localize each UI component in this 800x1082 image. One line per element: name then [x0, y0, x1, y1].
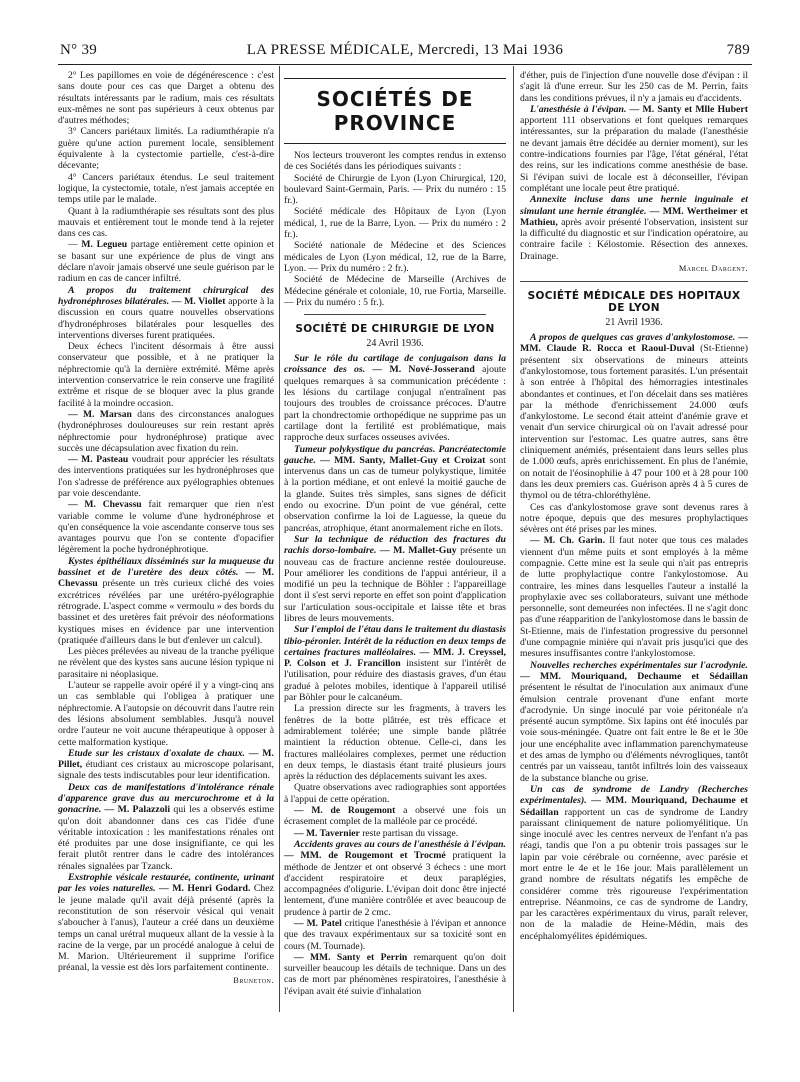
signature: Bruneton. [233, 975, 274, 985]
article-title: Etude sur les cristaux d'oxalate de chaux. — M. Pillet, étudiant ces cristaux au microscope polarisant, signale des tests indiscutables pour leur identification. [58, 747, 274, 782]
author-name: — M. Chevassu [68, 499, 142, 511]
article-title: Sur l'emploi de l'étau dans le traitement du diastasis tibio-péronier. Intérêt de la réduction en deux temps de certaines fractures malléolaires. — MM. J. Creyssel, P. Colson et J. Francillon insistent sur l'intérêt de l'utilisation, pour réduire des diastasis graves, d'un étau gradué à pelotes mobiles, identique à l'appareil utilisé par Böhler pour le calcanéum. [284, 624, 506, 704]
column-middle [284, 70, 506, 1080]
paragraph: Quatre observations avec radiographies sont apportées à l'appui de cette opération. [284, 782, 506, 805]
author-name: MM. Mouriquand, Dechaume et Sédaillan [540, 670, 748, 682]
paragraph: 2° Les papillomes en voie de dégénérescence : c'est sans doute pour ces cas que Darget a obtenu des résultats intéressants par le radium, mais ces résultats eux-mêmes ne sont pas supérieurs à ceux obtenus par d'autres méthodes; [58, 70, 274, 127]
reference-entry: Société de Médecine de Marseille (Archives de Médecine générale et coloniale, 10, rue Fortia, Marseille. — Prix du numéro : 5 fr.). [284, 274, 506, 308]
paragraph: — M. Chevassu fait remarquer que rien n'est variable comme le volume d'une hydronéphrose et qu'en conséquence la voie ascendante conserve tous ses avantages pourvu que l'on se contente d'opacifier légèrement la poche hydronéphrotique. [58, 499, 274, 556]
author-name: — M. Ch. Garin. [530, 535, 606, 547]
author-name: MM. Wertheimer et Mathieu, [520, 205, 748, 228]
article-title: Tumeur polykystique du pancréas. Pancréatectomie gauche. — MM. Santy, Mallet-Guy et Croizat sont intervenus dans un cas de tumeur polykystique, limitée à la portion médiane, et ont enlevé la moitié gauche de la glande. Suites très simples, sans signes de déficit endo ou exocrine. D'un point de vue général, cette observation confirme la loi de Laguesse, la queue du pancréas, atrophique, étant anormalement riche en îlots. [284, 443, 506, 534]
author-name: M. Pillet, [58, 747, 274, 771]
paragraph: — MM. Santy et Perrin remarquent qu'on doit surveiller beaucoup les détails de technique. Dans un des cas de mort par phénomènes respiratoires, l'anesthésie à l'évipan avait été suivie d'inhalation [284, 951, 506, 997]
author-name: M. Legueu [81, 239, 128, 251]
article-title: Annexite incluse dans une hernie inguinale et simulant une hernie étranglée. — MM. Wertheimer et Mathieu, après avoir présenté l'observation, insistent sur la difficulté du diagnostic et sur l'indication opératoire, au contraire facile : Kélostomie. Résection des annexes. Drainage. [520, 194, 748, 262]
article-title: Accidents graves au cours de l'anesthésie à l'évipan. — MM. de Rougemont et Trocmé pratiquent la méthode de Jentzer et ont observé 3 échecs : une mort d'accident respiratoire et deux paraplégies, accompagnées d'oligurie. L'évipan doit donc être injecté lentement, d'une manière contrôlée et avec beaucoup de prudence à partir de 2 cmc. [284, 838, 506, 918]
author-name: MM. Mouriquand, Dechaume et Sédaillan [520, 795, 748, 818]
issue-number: N° 39 [60, 42, 98, 58]
paragraph: d'éther, puis de l'injection d'une nouvelle dose d'évipan : il s'agit là d'une erreur. Sur les 250 cas de M. Perrin, faits dans les conditions prévues, il n'y a jamais eu d'accidents. [520, 70, 748, 104]
author-name: — M. Pasteau [68, 454, 129, 466]
paragraph: La pression directe sur les fragments, à travers les fenêtres de la botte plâtrée, est très efficace et admirablement tolérée; une simple bande plâtrée maintient la réduction obtenue. Celle-ci, dans les fractures malléolaires complexes, permet une réduction en deux temps, le diastasis étant traité plusieurs jours après la réduction des déplacements suivant les axes. [284, 703, 506, 783]
column-divider [279, 66, 280, 1012]
article-title: L'anesthésie à l'évipan. — M. Santy et Mlle Hubert apportent 111 observations et font quelques remarques intéressantes, sur la préparation du malade (l'anesthésie ne devant jamais être décidée au dernier moment), sur les contre-indications fournies par l'âge, l'état général, l'état des reins, sur les indications comme anesthésie de base. Si l'évipan suivi de locale est à déconseiller, l'évipan complétant une locale peut être pratiqué. [520, 103, 748, 194]
society-title: SOCIÉTÉ DE CHIRURGIE DE LYON [295, 323, 495, 336]
masthead [60, 40, 750, 62]
column-divider [513, 66, 514, 1012]
paragraph: — M. Patel critique l'anesthésie à l'évipan et annonce que des travaux expérimentaux sur sa toxicité sont en cours (M. Tournade). [284, 918, 506, 952]
reference-entry: Société nationale de Médecine et des Sciences médicales de Lyon (Lyon médical, 12, rue de la Barre, Lyon. — Prix du numéro : 2 fr.). [284, 240, 506, 274]
paragraph: Deux échecs l'incitent désormais à être aussi conservateur que possible, et à ne pratiquer la néphrectomie qu'à la dernière extrémité. Même après intervention conservatrice le rein conserve une fragilité extrême et risque de se bloquer avec la plus grande facilité à la moindre occasion. [58, 341, 274, 409]
main-section-title: SOCIÉTÉS DE PROVINCE [284, 78, 506, 144]
column-left [58, 70, 274, 1070]
paragraph: — M. Pasteau voudrait pour apprécier les résultats des interventions pratiquées sur les hydronéphroses que l'on s'adresse de préférence aux pyélographies obtenues par voie descendante. [58, 454, 274, 499]
author-name: — M. Marsan [68, 408, 132, 420]
article-title: Un cas de syndrome de Landry (Recherches expérimentales). — MM. Mouriquand, Dechaume et Sédaillan rapportent un cas de syndrome de Landry paraissant cliniquement de nature poliomyélitique. Un singe inoculé avec les centres nerveux de l'enfant n'a pas réagi, tandis que l'on a pu obtenir trois passages sur le lapin par voie cérébrale ou cornéenne, avec parésie et mort entre le 4e et le 16e jour. Mais parallèlement un grand nombre de résultats négatifs les empêche de considérer comme très rigoureuse l'expérimentation entreprise. Néanmoins, ce cas de syndrome de Landry, par les caractères expérimentaux du virus, paraît relever, non de la maladie de Heine-Médin, mais des encéphalomyélites épidémiques. [520, 783, 748, 942]
paragraph: — M. de Rougemont a observé une fois un écrasement complet de la malléole par ce procédé. [284, 805, 506, 828]
author-name: — M. de Rougemont [294, 805, 396, 817]
session-date: 21 Avril 1936. [605, 317, 663, 329]
author-name: M. Mallet-Guy [393, 545, 457, 557]
author-name: M. Nové-Josserand [389, 364, 475, 376]
article-title: Sur la technique de réduction des fractures du rachis dorso-lombaire. — M. Mallet-Guy présente un nouveau cas de fracture ancienne restée douloureuse. Pour améliorer les conditions de l'appui antérieur, il a modifié un peu la technique de Böhler : l'appareillage dont il s'est servi reporte en effet son point d'application sur l'articulation sous-occipitale et laisse tête et bras libres de leurs mouvements. [284, 533, 506, 624]
society-title: SOCIÉTÉ MÉDICALE DES HOPITAUX DE LYON [527, 290, 741, 315]
author-name: M. Palazzoli [117, 804, 171, 816]
author-name: — M. Patel [294, 918, 342, 929]
paragraph: L'auteur se rappelle avoir opéré il y a vingt-cinq ans un cas semblable qui l'obligea à pratiquer une néphrectomie. A l'autopsie on découvrit dans l'autre rein des lésions absolument semblables. Jusqu'à nouvel ordre l'auteur ne voit aucune thérapeutique à opposer à cette malformation kystique. [58, 680, 274, 748]
divider [304, 314, 486, 315]
author-name: — MM. Santy et Perrin [294, 951, 408, 963]
session-date: 24 Avril 1936. [366, 338, 424, 350]
reference-entry: Société de Chirurgie de Lyon (Lyon Chirurgical, 120, boulevard Saint-Germain, Paris. — Prix du numéro : 15 fr.). [284, 172, 506, 207]
paragraph: Quant à la radiumthérapie ses résultats sont des plus mauvais et entièrement tout le monde tend à la rejeter dans ces cas. [58, 205, 274, 240]
intro-note: Nos lecteurs trouveront les comptes rendus in extenso de ces Sociétés dans les périodiques suivants : [284, 150, 506, 173]
paragraph: — M. Marsan dans des circonstances analogues (hydronéphroses douloureuses sur rein restant après néphrectomie pour hydronéphrose) pratique avec succès une décapsulation avec fixation du rein. [58, 408, 274, 454]
article-title: Sur le rôle du cartilage de conjugaison dans la croissance des os. — M. Nové-Josserand ajoute quelques remarques à sa communication précédente : les lésions du cartilage conjugal n'entraînent pas toujours des troubles de croissance précoces. D'autre part la chondrectomie orthopédique ne supprime pas un cartilage dont la fertilité est problématique, mais rapproche deux surfaces osseuses avivées. [284, 353, 506, 444]
article-title: Nouvelles recherches expérimentales sur l'acrodynie. — MM. Mouriquand, Dechaume et Sédaillan présentent le résultat de l'inoculation aux animaux d'une émulsion centrale provenant d'une enfant morte d'acrodynie. Un singe inoculé par voie péritonéale n'a présenté aucun symptôme. Six lapins ont été inoculés par voie sous-méningée. Quatre ont fait entre le 8e et le 30e jour une encéphalite avec inflammation parenchymateuse et des amas de lympho ou d'éléments névrogliques, tantôt centrés par un vaisseau, tantôt infiltrés loin des vaisseaux de la substance blanche ou grise. [520, 659, 748, 784]
signature: Marcel Dargent. [678, 264, 748, 274]
article-title: A propos de quelques cas graves d'ankylostomose. — MM. Claude R. Rocca et Raoul-Duval (St-Etienne) présentent six observations de mineurs atteints d'ankylostomose, tous fortement parasités. L'un présentait à son entrée à l'hôpital des hémorragies intestinales abondantes et continues, et l'on décelait dans ses matières par la méthode d'enrichissement 24.000 œufs d'ankylostome. Le second était atteint d'anémie grave et venait d'un service chirurgical où on l'avait adressé pour intervention sur l'estomac. Les quatre autres, sans être cliniquement anémiés, présentaient dans leurs selles plus de 1.000 œufs, après enrichissement. En plus de l'anémie, on notait de l'éosinophilie à 47 pour 100 et à 28 pour 100 dans les deux premiers cas. Guérison après 4 à 5 cures de thymol ou de tétra-chloréthylène. [520, 332, 748, 502]
paragraph: — M. Tavernier reste partisan du vissage. [294, 827, 459, 839]
article-title: A propos du traitement chirurgical des hydronéphroses bilatérales. — M. Viollet apporte à la discussion en cours quatre nouvelles observations d'hydronéphroses bilatérales pour lesquelles des interventions diverses furent pratiquées. [58, 284, 274, 341]
paragraph: 3° Cancers pariétaux limités. La radiumthérapie n'a guère qu'une action purement locale, sensiblement équivalente à la cystectomie partielle, c'est-à-dire décevante; [58, 126, 274, 172]
paragraph: — M. Legueu partage entièrement cette opinion et se basant sur une expérience de plus de vingt ans déclare n'avoir jamais observé une seule guérison par le radium en cas de cancer infiltré. [58, 239, 274, 285]
author-name: M. Henri Godard. [172, 883, 251, 895]
author-name: M. Viollet [184, 295, 226, 307]
author-name: MM. Claude R. Rocca et Raoul-Duval [520, 343, 695, 355]
author-name: MM. J. Creyssel, P. Colson et J. Francillon [284, 646, 506, 670]
journal-title: LA PRESSE MÉDICALE, Mercredi, 13 Mai 1936 [246, 42, 564, 58]
article-title: Exstrophie vésicale restaurée, continente, urinant par les voies naturelles. — M. Henri Godard. Chez le jeune malade qu'il avait déjà présenté (après la reconstitution de son réservoir vésical qui venait s'aboucher à l'anus), l'auteur a créé dans un deuxième temps un canal urétral muqueux allant de la vessie à la racine de la verge, par un procédé analogue à celui de M. Marion. Ultérieurement il supprime l'orifice préanal, la vessie est dès lors parfaitement continente. [58, 872, 274, 974]
author-name: M. Chevassu [58, 567, 274, 590]
author-name: MM. de Rougemont et Trocmé [300, 850, 446, 862]
column-right [520, 70, 748, 1080]
divider [520, 281, 748, 282]
article-title: Deux cas de manifestations d'intolérance rénale d'apparence grave dus au mercurochrome et à la gonacrine. — M. Palazzoli qui les a observés estime qu'on doit abandonner dans ces cas l'idée d'une véritable intoxication : les manifestations rénales ont été produites par une dose insignifiante, ce qui les ferait plutôt rentrer dans le cadre des intolérances rénales signalées par Tzanck. [58, 781, 274, 872]
author-name: M. Santy et Mlle Hubert [642, 103, 748, 115]
paragraph: Les pièces prélevées au niveau de la tranche pyélique ne révèlent que des kystes sans aucune lésion typique ni parasitaire ni néoplasique. [58, 646, 274, 680]
paragraph: Ces cas d'ankylostomose grave sont devenus rares à notre époque, depuis que des mesures prophylactiques sévères ont été prises par les mines. [520, 501, 748, 536]
reference-entry: Société médicale des Hôpitaux de Lyon (Lyon médical, 1, rue de la Barre, Lyon. — Prix du numéro : 2 fr.). [284, 206, 506, 241]
article-title: Kystes épithéliaux disséminés sur la muqueuse du bassinet et de l'uretère des deux côtés. — M. Chevassu présente un très curieux cliché des voies excrétrices révélées par une urétéro-pyélographie rétrograde. L'aspect comme « vermoulu » des bords du bassinet et des uretères fait prévoir des néoformations kystiques mises en évidence par une intervention (pratiquée d'ailleurs dans le but d'enlever un calcul). [58, 555, 274, 646]
author-name: — M. Tavernier [294, 827, 360, 839]
paragraph: — M. Ch. Garin. Il faut noter que tous ces malades viennent d'un même puits et sont employés à la même compagnie. Cette mine est la seule qui n'ait pas entrepris de lutte prophylactique contre l'ankylostomose. Au contraire, les mines dans lesquelles l'auteur a installé la prophylaxie avec ses collaborateurs, suivant une méthode personnelle, sont demeurées non infectées. Il ne s'agit donc pas d'une réapparition de l'ankylostomose dans le bassin de St-Etienne, mais de l'infestation progressive du personnel d'une compagnie minière qui n'avait pris jusqu'ici que des mesures insuffisantes contre l'ankylostomose. [520, 535, 748, 660]
page-number: 789 [726, 42, 750, 58]
header-rule [58, 64, 752, 65]
paragraph: 4° Cancers pariétaux étendus. Le seul traitement logique, la cystectomie, totale, n'est jamais acceptée en temps utile par le malade. [58, 171, 274, 206]
author-name: MM. Santy, Mallet-Guy et Croizat [334, 454, 486, 466]
